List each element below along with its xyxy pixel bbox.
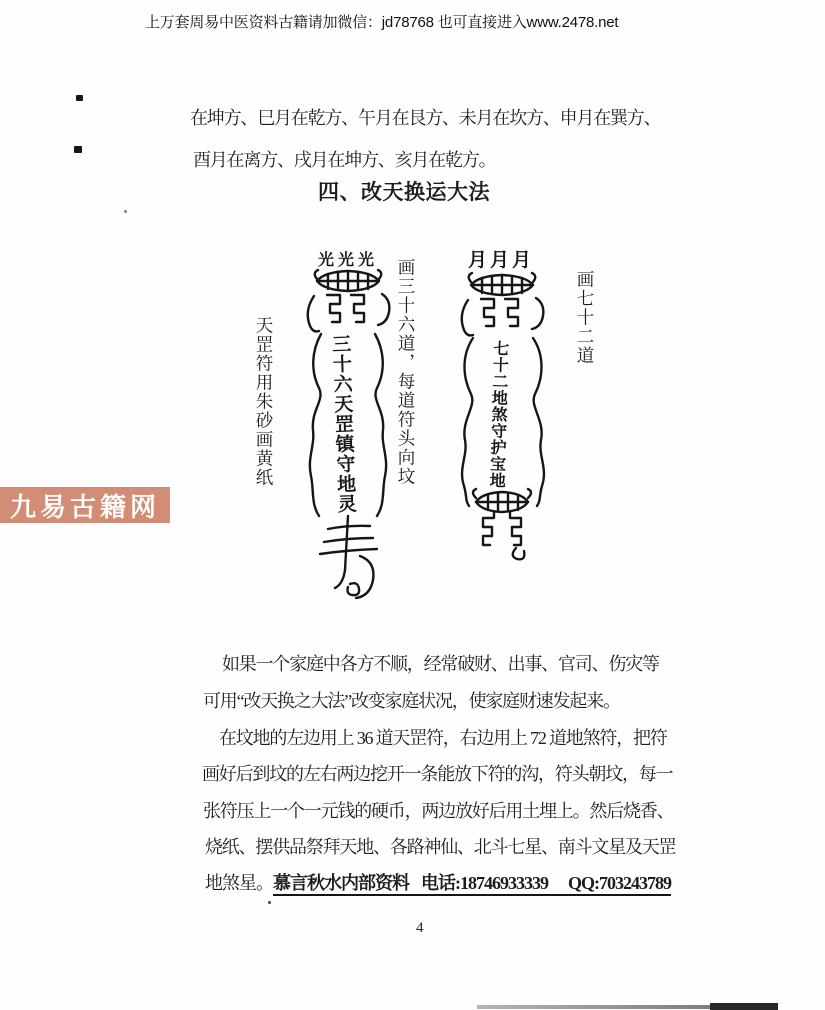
talisman-left-inscription: 三十六天罡镇守地灵 [328,333,357,515]
page-number: 4 [416,920,424,936]
footer-source: 慕言秋水内部资料 [273,873,409,893]
footer-qq-number: 703243789 [599,873,671,893]
header-ad-text: 上万套周易中医资料古籍请加微信：jd78768 也可直接进入www.2478.net [145,14,619,31]
paragraph1-line2: 酉月在离方、戌月在坤方、亥月在乾方。 [193,150,496,170]
talisman-right-head-glyphs: 月月月 [467,250,535,271]
scan-speck [74,146,82,153]
talisman-right-inscription: 七十二地煞守护宝地 [487,339,508,489]
paragraph2-line1: 如果一个家庭中各方不顺，经常破财、出事、官司、伤灾等 [222,654,659,674]
paragraph3-line5 [205,869,671,895]
scan-smudge-strip [477,1005,712,1009]
scan-speck [124,210,127,213]
watermark-text: 九易古籍网 [9,492,160,522]
watermark-banner [0,487,170,523]
section-heading: 四、改天换运大法 [318,181,490,204]
paragraph3-line3: 张符压上一个一元钱的硬币，两边放好后用土埋上。然后烧香、 [203,801,674,821]
paragraph3-line2: 画好后到坟的左右两边挖开一条能放下符的沟，符头朝坟，每一 [202,764,673,784]
footer-phone-label: 电话: [421,873,460,893]
paragraph1-line1: 在坤方、巳月在乾方、午月在艮方、未月在坎方、申月在巽方、 [190,108,661,128]
footer-contact [273,873,671,896]
talisman-left [298,248,398,600]
scan-speck [268,901,271,904]
figure-caption-right: 画七十二道 [575,270,595,365]
scan-speck [76,95,83,101]
paragraph3-line5-prefix: 地煞星。 [205,873,273,893]
footer-qq-label: QQ: [568,873,599,893]
figure-caption-left: 天罡符用朱砂画黄纸 [254,316,274,487]
scan-smudge-dark [710,1003,778,1010]
talisman-right [452,248,557,568]
figure-caption-middle: 画三十六道，每道符头向坟 [396,258,416,486]
paragraph3-line1: 在坟地的左边用上 36 道天罡符，右边用上 72 道地煞符，把符 [219,728,667,748]
talisman-left-head-glyphs: 光光光 [317,252,379,269]
paragraph2-line2: 可用“改天换之大法”改变家庭状况，使家庭财速发起来。 [203,691,620,711]
paragraph3-line4: 烧纸、摆供品祭拜天地、各路神仙、北斗七星、南斗文星及天罡 [205,837,676,857]
footer-phone-number: 18746933339 [460,873,548,893]
